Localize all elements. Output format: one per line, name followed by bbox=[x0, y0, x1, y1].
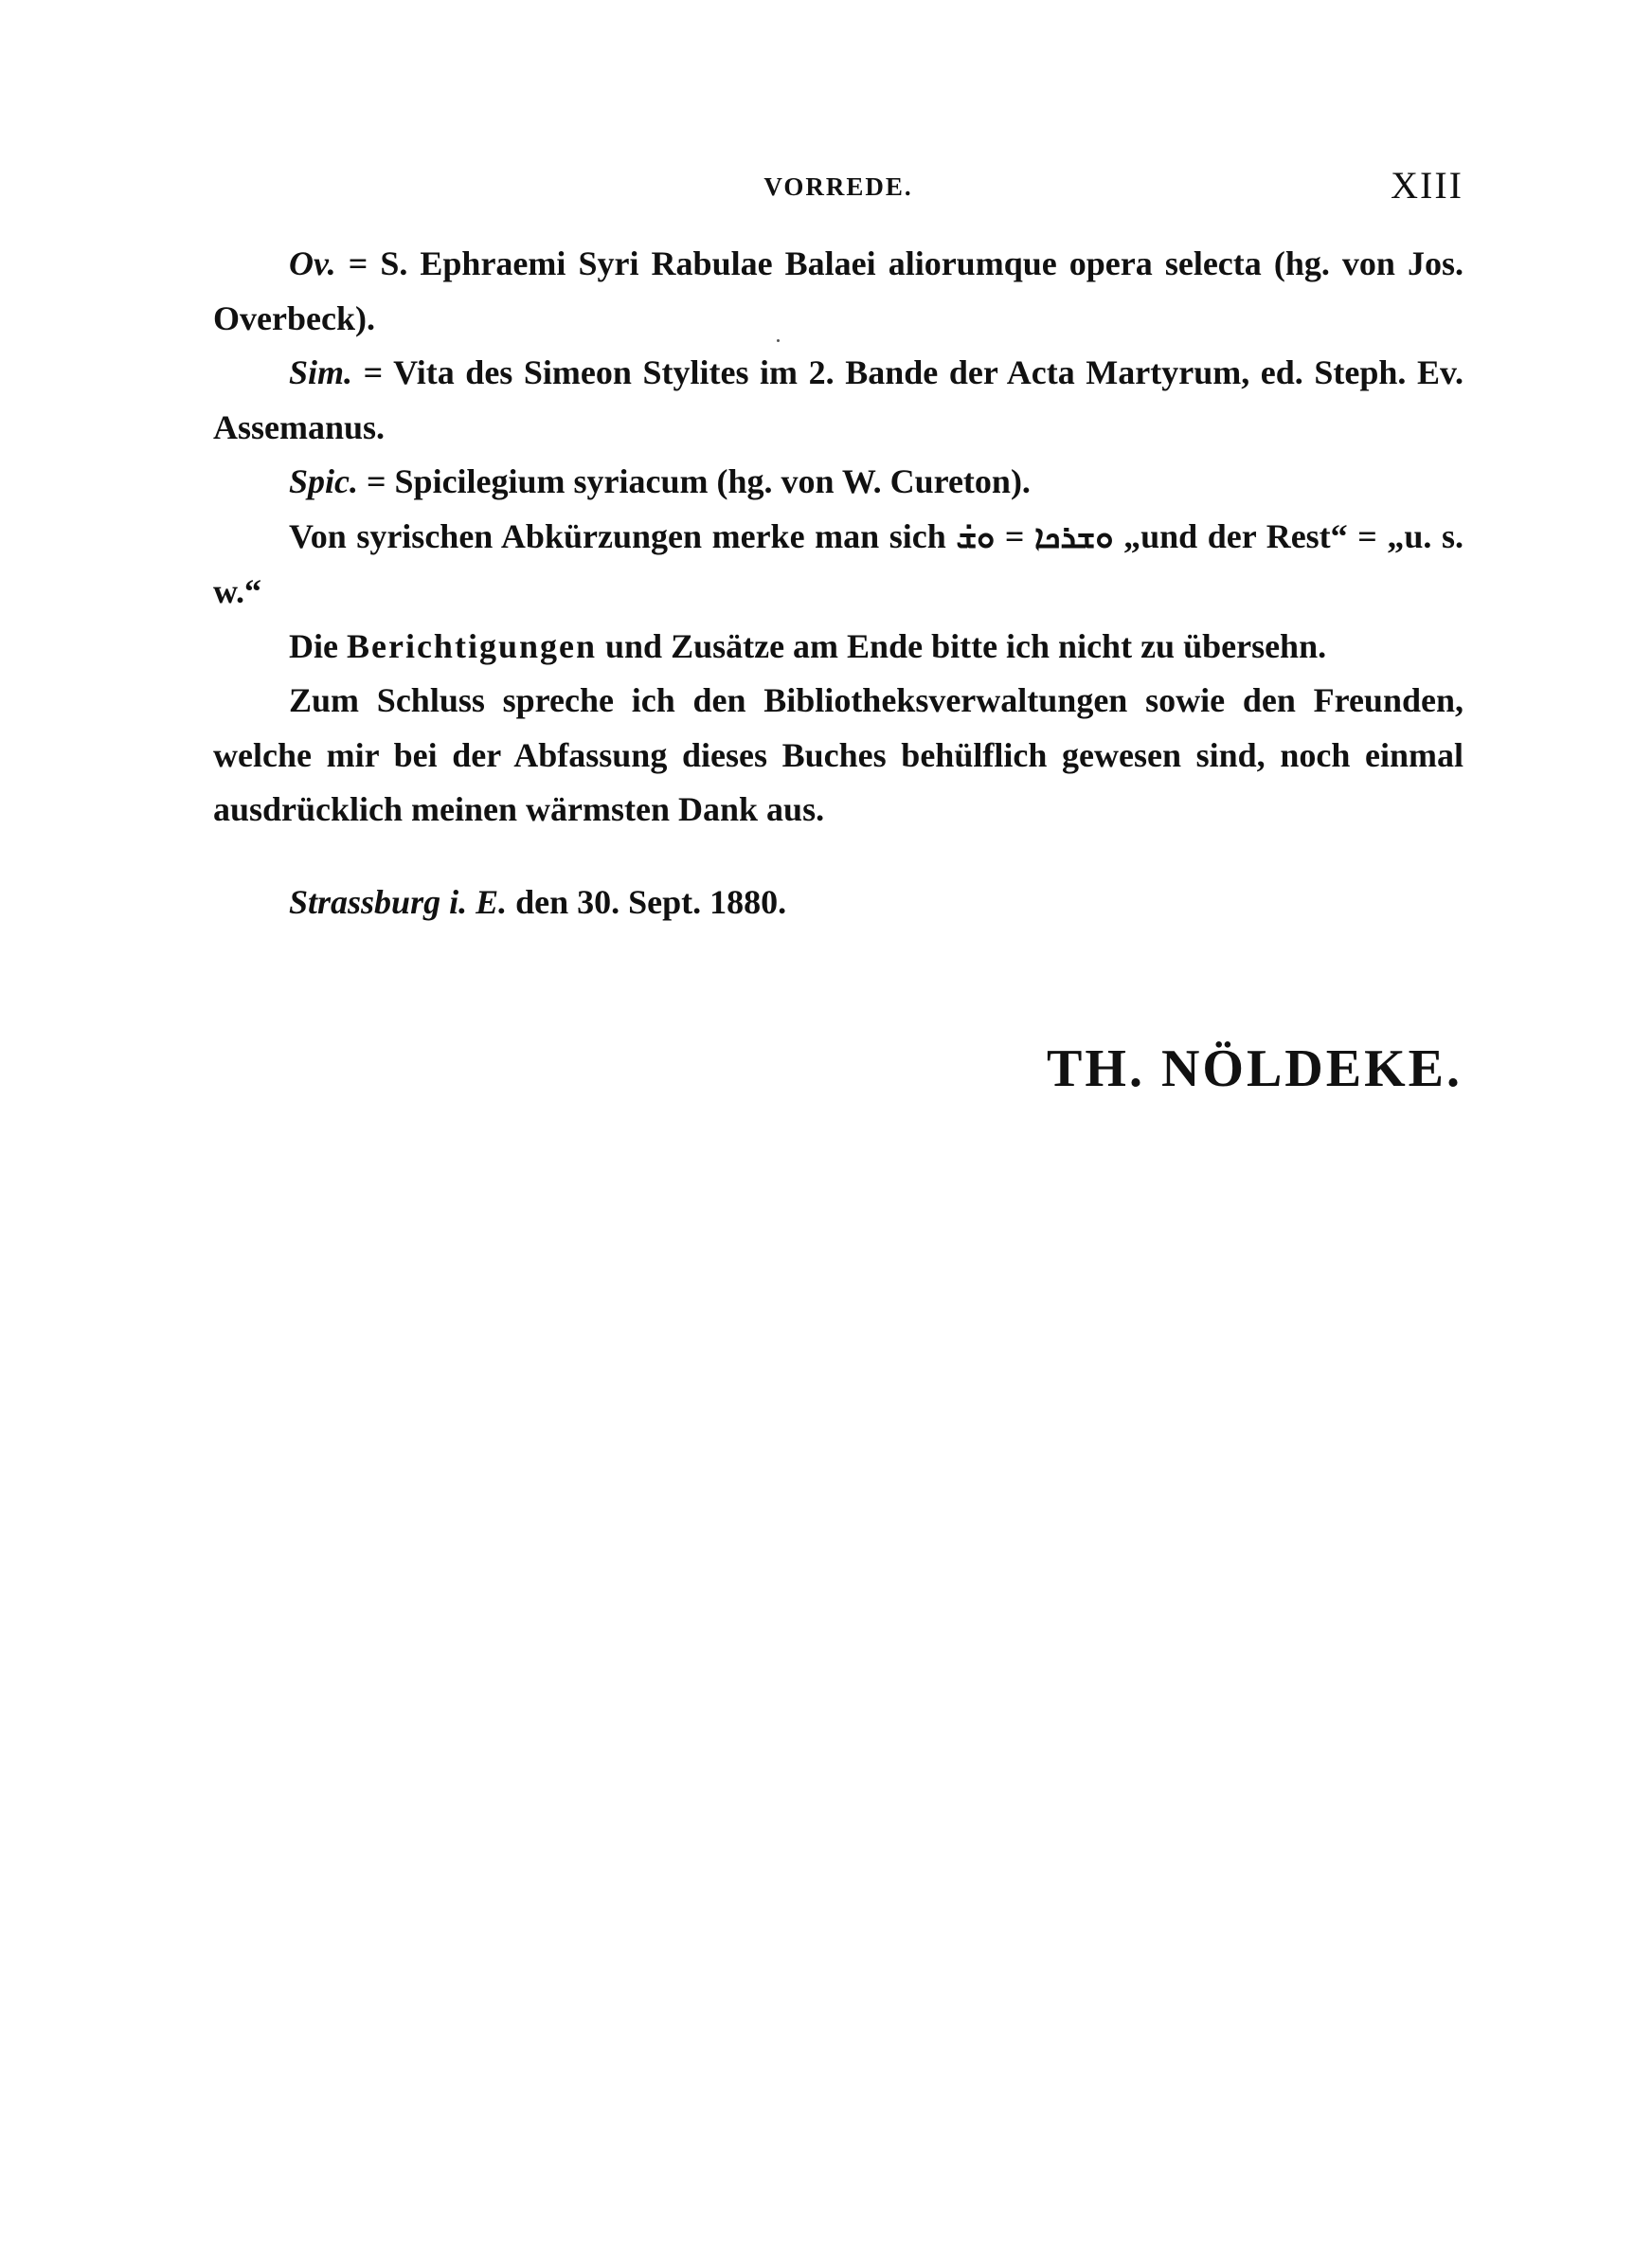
abbreviation-label: Spic. bbox=[289, 462, 359, 500]
equals-sign: = bbox=[367, 462, 386, 500]
abbreviation-entry-spic bbox=[213, 455, 1463, 510]
syriac-abbreviation: ܘܫ̇ bbox=[956, 517, 996, 556]
equals-sign: = bbox=[363, 353, 384, 391]
page-number: XIII bbox=[1391, 164, 1463, 207]
abbreviation-entry-ov bbox=[213, 237, 1463, 346]
abbreviation-entry-sim bbox=[213, 346, 1463, 455]
dateline bbox=[213, 876, 1463, 930]
corrections-spaced-word: Berichtigungen bbox=[346, 626, 597, 665]
abbreviation-definition: Vita des Simeon Stylites im 2. Bande der Acta Martyrum, ed. Steph. Ev. Assemanus. bbox=[213, 353, 1464, 446]
spacer bbox=[213, 838, 1463, 876]
abbreviation-definition: S. Ephraemi Syri Rabulae Balaei aliorumque opera selecta (hg. von Jos. Overbeck). bbox=[213, 244, 1464, 337]
corrections-note bbox=[213, 620, 1463, 675]
abbreviation-label: Sim. bbox=[289, 353, 353, 391]
syriac-full-word: ܘܫܪܟܐ bbox=[1034, 517, 1114, 556]
dateline-place: Strassburg i. E. bbox=[289, 882, 508, 921]
syriac-equivalent: „u. s. w.“ bbox=[213, 516, 1464, 610]
running-title: VORREDE. bbox=[763, 172, 913, 201]
closing-paragraph: Zum Schluss spreche ich den Bibliotheksverwaltungen sowie den Freunden, welche mir bei der Abfassung dieses Buches behülflich gewesen sind, noch einmal ausdrücklich meinen wärmsten Dank aus. bbox=[213, 681, 1463, 828]
preface-text bbox=[213, 237, 1463, 930]
equals-sign: = bbox=[348, 244, 368, 282]
equals-sign: = bbox=[1004, 516, 1025, 555]
abbreviation-definition: Spicilegium syriacum (hg. von W. Cureton). bbox=[394, 462, 1031, 500]
syriac-meaning: „und der Rest“ bbox=[1123, 516, 1348, 555]
running-head bbox=[213, 163, 1463, 210]
abbreviation-label: Ov. bbox=[289, 244, 336, 282]
syriac-abbreviation-note bbox=[213, 510, 1463, 620]
dateline-date: den 30. Sept. 1880. bbox=[515, 882, 787, 921]
author-signature: TH. NÖLDEKE. bbox=[1047, 1039, 1463, 1098]
corrections-after: und Zusätze am Ende bitte ich nicht zu übersehn. bbox=[605, 626, 1327, 665]
equals-sign: = bbox=[1357, 516, 1377, 555]
corrections-before: Die bbox=[289, 626, 338, 665]
syriac-note-lead: Von syrischen Abkürzungen merke man sich bbox=[289, 516, 946, 555]
